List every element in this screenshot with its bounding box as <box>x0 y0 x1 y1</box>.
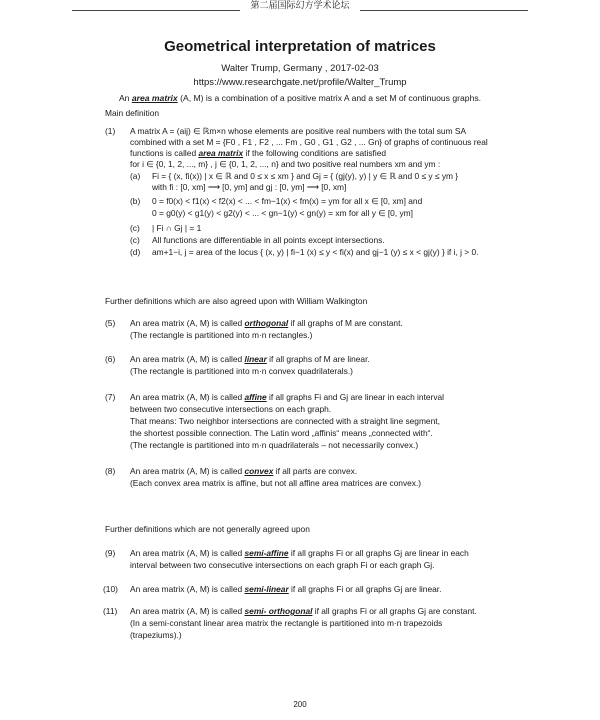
def1-line3 <box>130 148 386 159</box>
further-heading-2: Further definitions which are not generally agreed upon <box>105 524 310 534</box>
def1-a-label: (a) <box>130 171 141 181</box>
def1-a-line2: with fi : [0, xm] ⟶ [0, ym] and gj : [0, ym] ⟶ [0, xm] <box>152 182 347 192</box>
def9-pre: An area matrix (A, M) is called <box>130 548 245 558</box>
def7-line2: between two consecutive intersections on each graph. <box>130 404 332 414</box>
def7-line5: (The rectangle is partitioned into m·n quadrilaterals – not necessarily convex.) <box>130 440 419 450</box>
def6-number: (6) <box>105 354 116 364</box>
def11-number: (11) <box>103 606 118 616</box>
def8-term: convex <box>244 466 274 476</box>
main-heading: Main definition <box>105 108 160 118</box>
def1-c2-label: (c) <box>130 235 140 245</box>
def9-line1 <box>130 548 469 559</box>
def1-term: area matrix <box>198 148 244 158</box>
def1-b-line1: 0 = f0(x) < f1(x) < f2(x) < ... < fm−1(x) < fm(x) = ym for all x ∈ [0, xm] and <box>152 196 423 206</box>
def11-post: if all graphs Fi or all graphs Gj are constant. <box>312 606 477 616</box>
intro-sentence <box>0 93 600 104</box>
page-number: 200 <box>293 700 307 709</box>
def11-line1 <box>130 606 477 617</box>
author-url[interactable]: https://www.researchgate.net/profile/Walter_Trump <box>193 77 407 88</box>
def8-post: if all parts are convex. <box>273 466 358 476</box>
def8-line2: (Each convex area matrix is affine, but not all affine area matrices are convex.) <box>130 478 422 488</box>
def10-line1 <box>130 584 441 595</box>
def10-post: if all graphs Fi or all graphs Gj are linear. <box>288 584 442 594</box>
def9-number: (9) <box>105 548 116 558</box>
def1-line3-pre: functions is called <box>130 148 199 158</box>
def5-line1 <box>130 318 403 329</box>
def7-line1 <box>130 392 444 403</box>
def11-term: semi- orthogonal <box>244 606 313 616</box>
def9-term: semi-affine <box>244 548 289 558</box>
def1-line4: for i ∈ {0, 1, 2, ..., m} , j ∈ {0, 1, 2, ..., n} and two positive real numbers xm and ym : <box>130 159 441 169</box>
def6-line1 <box>130 354 370 365</box>
def7-number: (7) <box>105 392 116 402</box>
def1-line1: A matrix A = (aij) ∈ ℝm×n whose elements are positive real numbers with the total sum SA <box>130 126 467 136</box>
def6-term: linear <box>244 354 267 364</box>
def10-number: (10) <box>103 584 118 594</box>
def9-line2: interval between two consecutive intersections on each graph Fi or each graph Gj. <box>130 560 435 570</box>
def11-line3: (trapeziums).) <box>130 630 182 640</box>
def6-post: if all graphs of M are linear. <box>266 354 370 364</box>
def1-c-line2: All functions are differentiable in all points except intersections. <box>152 235 385 245</box>
def1-d-label: (d) <box>130 247 141 257</box>
intro-post: (A, M) is a combination of a positive matrix A and a set M of continuous graphs. <box>177 93 482 103</box>
def5-number: (5) <box>105 318 116 328</box>
further-heading-1: Further definitions which are also agreed upon with William Walkington <box>105 296 368 306</box>
def6-pre: An area matrix (A, M) is called <box>130 354 245 364</box>
intro-term: area matrix <box>131 93 178 103</box>
def10-term: semi-linear <box>244 584 289 594</box>
def1-b-line2: 0 = g0(y) < g1(y) < g2(y) < ... < gn−1(y) < gn(y) = xm for all y ∈ [0, ym] <box>152 208 413 218</box>
def1-d-line1: am+1−i, j = area of the locus { (x, y) | fi−1 (x) ≤ y < fi(x) and gj−1 (y) ≤ x < gj(y) } if i, j > 0. <box>152 247 479 257</box>
def7-post: if all graphs Fi and Gj are linear in each interval <box>266 392 445 402</box>
def10-pre: An area matrix (A, M) is called <box>130 584 245 594</box>
def6-line2: (The rectangle is partitioned into m·n convex quadrilaterals.) <box>130 366 353 376</box>
def1-b-label: (b) <box>130 196 141 206</box>
def8-pre: An area matrix (A, M) is called <box>130 466 245 476</box>
def7-line3: That means: Two neighbor intersections are connected with a straight line segment, <box>130 416 440 426</box>
def5-term: orthogonal <box>244 318 289 328</box>
def7-pre: An area matrix (A, M) is called <box>130 392 245 402</box>
def11-line2: (In a semi-constant linear area matrix the rectangle is partitioned into m·n trapezoids <box>130 618 443 628</box>
author-line: Walter Trump, Germany , 2017-02-03 <box>221 63 379 74</box>
def5-pre: An area matrix (A, M) is called <box>130 318 245 328</box>
running-header <box>0 0 600 14</box>
def5-post: if all graphs of M are constant. <box>288 318 403 328</box>
intro-pre: An <box>118 93 132 103</box>
def1-line3-post: if the following conditions are satisfied <box>243 148 387 158</box>
def1-c-line1: | Fi ∩ Gj | = 1 <box>152 223 202 233</box>
def1-number: (1) <box>105 126 116 136</box>
def7-term: affine <box>244 392 267 402</box>
paper-title: Geometrical interpretation of matrices <box>164 38 436 55</box>
def1-c-label: (c) <box>130 223 140 233</box>
def11-pre: An area matrix (A, M) is called <box>130 606 245 616</box>
def5-line2: (The rectangle is partitioned into m·n rectangles.) <box>130 330 313 340</box>
def1-line2: combined with a set M = {F0 , F1 , F2 , ... Fm , G0 , G1 , G2 , ... Gn} of graphs of continuous real <box>130 137 488 147</box>
def8-line1 <box>130 466 357 477</box>
def7-line4: the shortest possible connection. The Latin word „affinis“ means „connected with“. <box>130 428 433 438</box>
def9-post: if all graphs Fi or all graphs Gj are linear in each <box>288 548 469 558</box>
header-title: 第二届国际幻方学术论坛 <box>250 0 350 10</box>
def8-number: (8) <box>105 466 116 476</box>
def1-a-line1: Fi = { (x, fi(x)) | x ∈ ℝ and 0 ≤ x ≤ xm } and Gj = { (gj(y), y) | y ∈ ℝ and 0 ≤ y ≤ ym } <box>152 171 459 181</box>
